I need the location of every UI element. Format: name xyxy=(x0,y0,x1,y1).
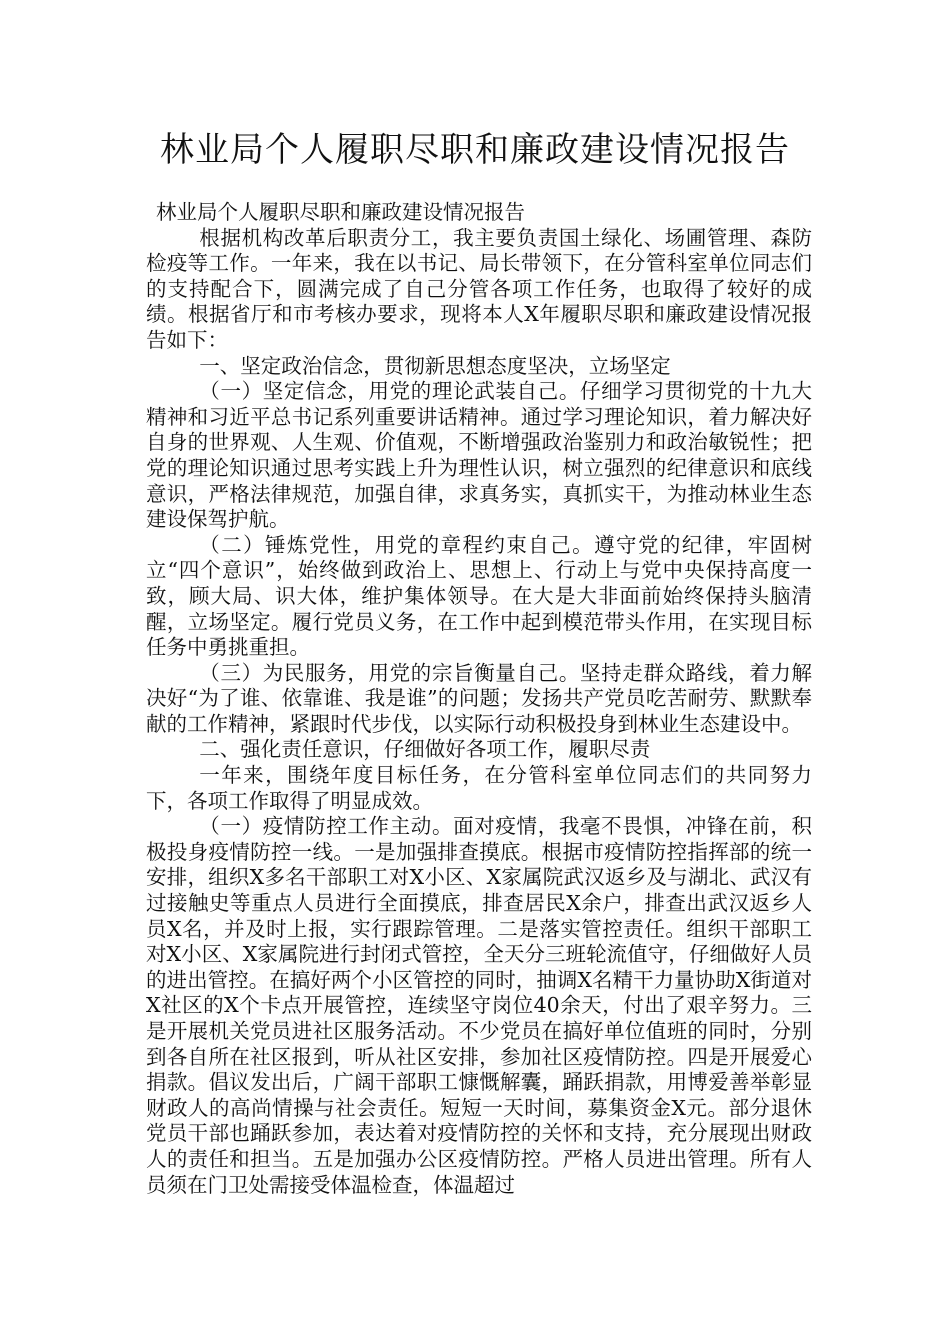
paragraph-2-intro: 一年来，围绕年度目标任务，在分管科室单位同志们的共同努力下，各项工作取得了明显成效。 xyxy=(146,763,812,813)
paragraph-2-1: （一）疫情防控工作主动。面对疫情，我毫不畏惧，冲锋在前，积极投身疫情防控一线。一是加强排查摸底。根据市疫情防控指挥部的统一安排，组织X多名干部职工对X小区、X家属院武汉返乡及与湖北、武汉有过接触史等重点人员进行全面摸底，排查居民X余户，排查出武汉返乡人员X名，并及时上报，实行跟踪管理。二是落实管控责任。组织干部职工对X小区、X家属院进行封闭式管控，全天分三班轮流值守，仔细做好人员的进出管控。在搞好两个小区管控的同时，抽调X名精干力量协助X街道对X社区的X个卡点开展管控，连续坚守岗位40余天，付出了艰辛努力。三是开展机关党员进社区服务活动。不少党员在搞好单位值班的同时，分别到各自所在社区报到，听从社区安排，参加社区疫情防控。四是开展爱心捐款。倡议发出后，广阔干部职工慷慨解囊，踊跃捐款，用博爱善举彰显财政人的高尚情操与社会责任。短短一天时间，募集资金X元。部分退休党员干部也踊跃参加，表达着对疫情防控的关怀和支持，充分展现出财政人的责任和担当。五是加强办公区疫情防控。严格人员进出管理。所有人员须在门卫处需接受体温检查，体温超过 xyxy=(146,814,812,1197)
section-heading-2: 二、强化责任意识，仔细做好各项工作，履职尽责 xyxy=(199,737,651,762)
paragraph-1-1: （一）坚定信念，用党的理论武装自己。仔细学习贯彻党的十九大精神和习近平总书记系列重要讲话精神。通过学习理论知识，着力解决好自身的世界观、人生观、价值观，不断增强政治鉴别力和政治敏锐性；把党的理论知识通过思考实践上升为理性认识，树立强烈的纪律意识和底线意识，严格法律规范，加强自律，求真务实，真抓实干，为推动林业生态建设保驾护航。 xyxy=(146,379,812,532)
document-body xyxy=(146,200,812,1198)
paragraph-1-2: （二）锤炼党性，用党的章程约束自己。遵守党的纪律，牢固树立“四个意识”，始终做到政治上、思想上、行动上与党中央保持高度一致，顾大局、识大体，维护集体领导。在大是大非面前始终保持头脑清醒，立场坚定。履行党员义务，在工作中起到模范带头作用，在实现目标任务中勇挑重担。 xyxy=(146,532,812,660)
paragraph-intro: 根据机构改革后职责分工，我主要负责国土绿化、场圃管理、森防检疫等工作。一年来，我在以书记、局长带领下，在分管科室单位同志们的支持配合下，圆满完成了自己分管各项工作任务，也取得了较好的成绩。根据省厅和市考核办要求，现将本人X年履职尽职和廉政建设情况报告如下： xyxy=(146,225,812,352)
section-heading-1: 一、坚定政治信念，贯彻新思想态度坚决，立场坚定 xyxy=(199,353,671,378)
document-subtitle: 林业局个人履职尽职和廉政建设情况报告 xyxy=(156,200,525,224)
document-title: 林业局个人履职尽职和廉政建设情况报告 xyxy=(160,130,790,170)
paragraph-1-3: （三）为民服务，用党的宗旨衡量自己。坚持走群众路线，着力解决好“为了谁、依靠谁、我是谁”的问题；发扬共产党员吃苦耐劳、默默奉献的工作精神，紧跟时代步伐，以实际行动积极投身到林业生态建设中。 xyxy=(146,660,812,736)
